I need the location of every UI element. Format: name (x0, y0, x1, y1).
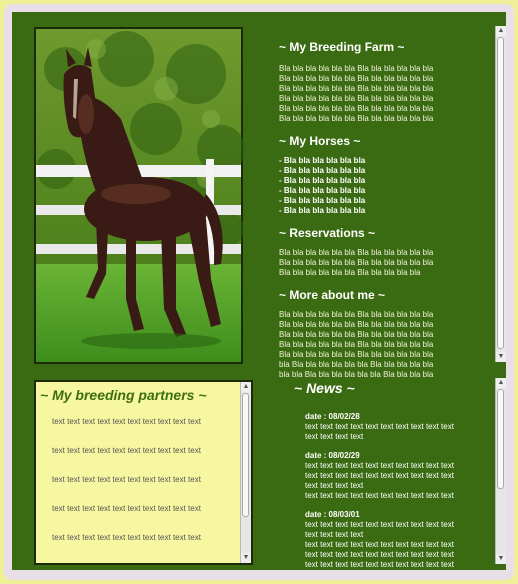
news-entry (305, 412, 485, 442)
farm-line: Bla bla bla bla bla bla Bla bla bla bla bla bla (279, 104, 434, 113)
reservations-text (279, 248, 489, 278)
scrollbar-thumb[interactable] (242, 393, 249, 517)
news-date: date : 08/02/29 (305, 451, 360, 460)
scroll-up-arrow-icon[interactable]: ▲ (497, 379, 505, 386)
scroll-down-arrow-icon[interactable]: ▼ (497, 353, 505, 360)
news-title: ~ News ~ (294, 380, 355, 396)
intro-content (279, 26, 489, 380)
horse-item[interactable]: - Bla bla bla bla bla bla (279, 166, 366, 175)
farm-line: Bla bla bla bla bla bla Bla bla bla bla bla bla (279, 84, 434, 93)
partners-scrollbar[interactable] (240, 382, 251, 563)
partner-row: text text text text text text text text text text (52, 533, 201, 542)
news-entries (305, 412, 485, 579)
horses-list (279, 156, 489, 216)
scrollbar-thumb[interactable] (497, 37, 504, 349)
scroll-down-arrow-icon[interactable]: ▼ (497, 555, 505, 562)
more-line: Bla bla bla bla bla bla Bla bla bla bla bla bla (279, 320, 434, 329)
news-line: text text text text (305, 481, 364, 490)
horse-item[interactable]: - Bla bla bla bla bla bla (279, 156, 366, 165)
news-line: text text text text text text text text text text (305, 471, 454, 480)
news-line: text text text text (305, 432, 364, 441)
reservation-line: Bla bla bla bla bla bla Bla bla bla bla bla bla (279, 258, 434, 267)
news-date: date : 08/02/28 (305, 412, 360, 421)
farm-line: Bla bla bla bla bla bla Bla bla bla bla bla bla (279, 94, 434, 103)
news-line: text text text text text text text text text text (305, 461, 454, 470)
more-line: bla Bla bla bla bla bla bla Bla bla bla bla bla (279, 360, 434, 369)
horse-item[interactable]: - Bla bla bla bla bla bla (279, 176, 366, 185)
more-text (279, 310, 489, 380)
news-line: text text text text text text text text text text (305, 520, 454, 529)
horse-item[interactable]: - Bla bla bla bla bla bla (279, 196, 366, 205)
intro-scroll-box[interactable] (274, 26, 506, 379)
news-box[interactable] (274, 378, 506, 569)
news-line: text text text text text text text text text text (305, 560, 454, 569)
news-line: text text text text text text text text text text (305, 550, 454, 559)
partners-title: ~ My breeding partners ~ (40, 387, 207, 403)
partners-box[interactable] (34, 380, 253, 565)
more-line: Bla bla bla bla bla bla Bla bla bla bla bla bla (279, 340, 434, 349)
news-line: text text text text text text text text text text (305, 422, 454, 431)
horse-item[interactable]: - Bla bla bla bla bla bla (279, 206, 366, 215)
reservation-line: Bla bla bla bla bla bla Bla bla bla bla bla bla (279, 248, 434, 257)
more-line: Bla bla bla bla bla bla Bla bla bla bla bla bla (279, 310, 434, 319)
horse-item[interactable]: - Bla bla bla bla bla bla (279, 186, 366, 195)
news-entry (305, 510, 485, 570)
scroll-up-arrow-icon[interactable]: ▲ (242, 383, 250, 390)
reservation-line: Bla bla bla bla bla bla Bla bla bla bla bla (279, 268, 421, 277)
news-entry (305, 451, 485, 501)
horses-title: ~ My Horses ~ (279, 134, 361, 148)
farm-title: ~ My Breeding Farm ~ (279, 40, 405, 54)
partner-row: text text text text text text text text text text (52, 504, 201, 513)
scroll-down-arrow-icon[interactable]: ▼ (242, 554, 250, 561)
news-scrollbar[interactable] (495, 378, 506, 564)
farm-line: Bla bla bla bla bla bla Bla bla bla bla bla bla (279, 74, 434, 83)
partner-row: text text text text text text text text text text (52, 446, 201, 455)
news-line: text text text text text text text text text text (305, 491, 454, 500)
news-line: text text text text (305, 530, 364, 539)
more-line: Bla bla bla bla bla bla Bla bla bla bla bla bla (279, 330, 434, 339)
main-panel (12, 12, 506, 570)
news-date: date : 08/03/01 (305, 510, 360, 519)
scrollbar-thumb[interactable] (497, 389, 504, 489)
farm-line: Bla bla bla bla bla bla Bla bla bla bla bla bla (279, 64, 434, 73)
scroll-up-arrow-icon[interactable]: ▲ (497, 27, 505, 34)
farm-text (279, 64, 489, 124)
partner-row: text text text text text text text text text text (52, 417, 201, 426)
news-line: text text text text text text text text text text (305, 540, 454, 549)
farm-line: Bla bla bla bla bla bla Bla bla bla bla bla bla (279, 114, 434, 123)
more-line: Bla bla bla bla bla bla Bla bla bla bla bla bla (279, 350, 434, 359)
more-title: ~ More about me ~ (279, 288, 386, 302)
more-line: bla bla Bla bla bla bla bla bla Bla bla bla bla (279, 370, 434, 379)
partner-row: text text text text text text text text text text (52, 475, 201, 484)
intro-scrollbar[interactable] (495, 26, 506, 362)
horse-photo (34, 27, 243, 364)
reservations-title: ~ Reservations ~ (279, 226, 376, 240)
